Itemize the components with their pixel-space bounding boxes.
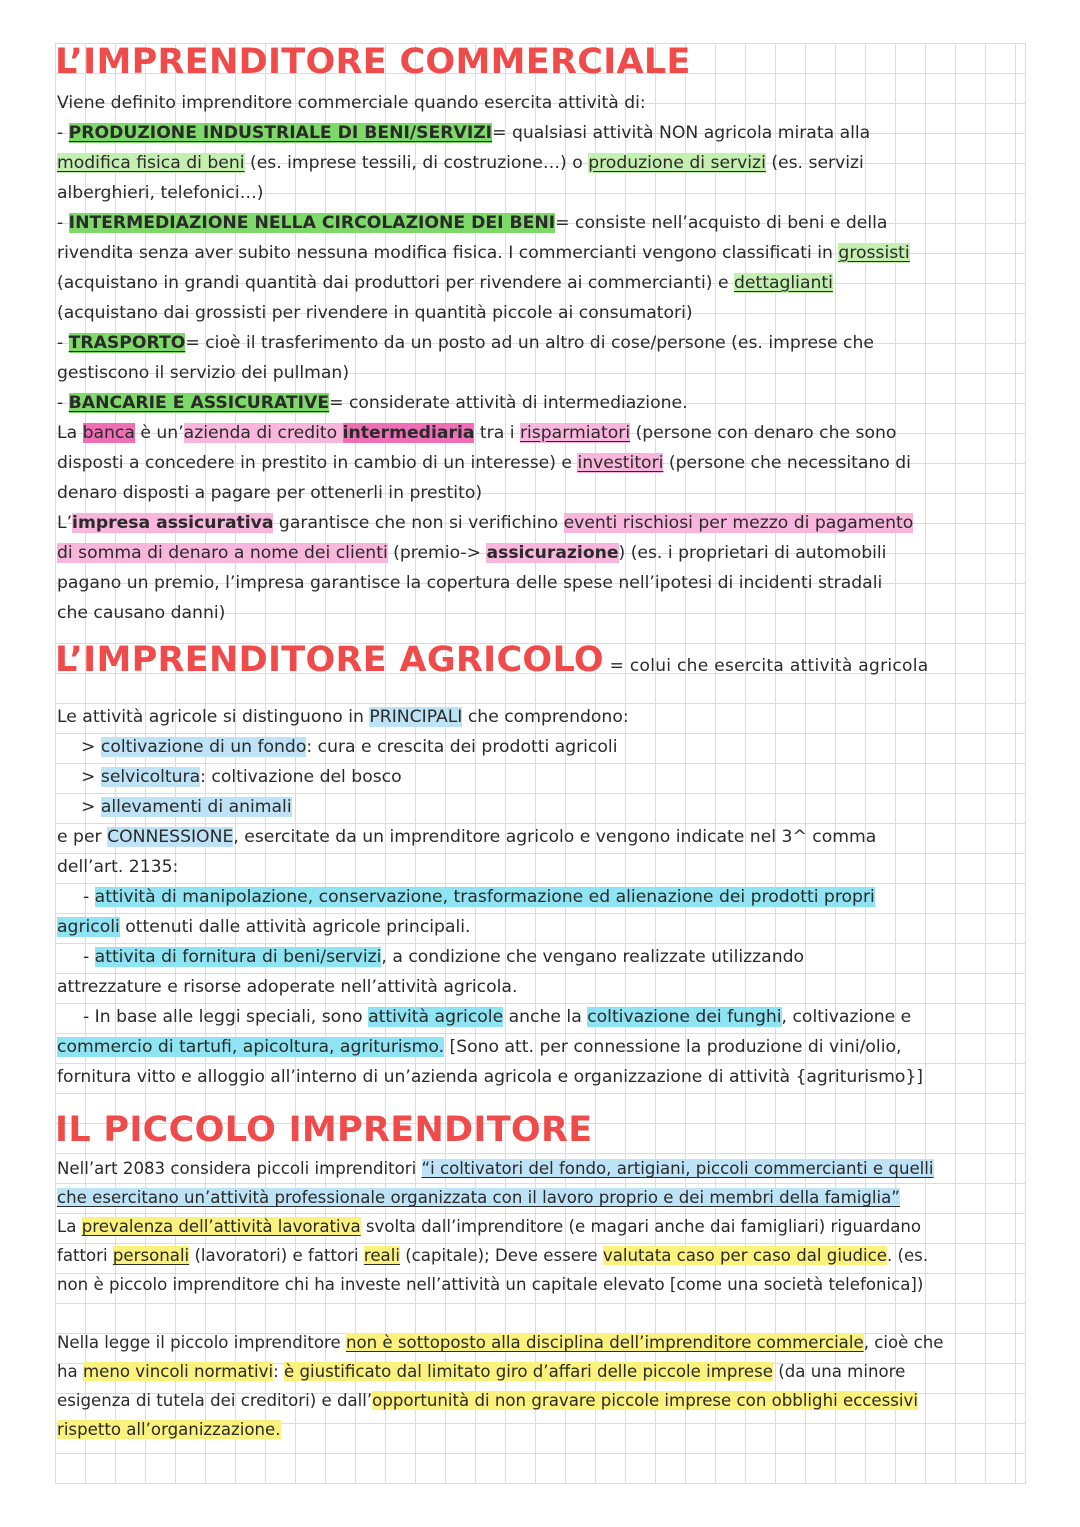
list-item	[57, 732, 1025, 762]
text: (persone che necessitano di	[663, 453, 911, 473]
title-imprenditore-commerciale: L’IMPRENDITORE COMMERCIALE	[55, 42, 691, 82]
text: (acquistano dai grossisti per rivendere in quantità piccole ai consumatori)	[57, 303, 693, 323]
text: tra i	[474, 423, 520, 443]
bullet: >	[81, 737, 101, 757]
section-commerciale-body	[57, 88, 1025, 628]
text: = consiste nell’acquisto di beni e della	[555, 213, 888, 233]
highlight: allevamenti di animali	[100, 797, 292, 817]
highlight: eventi rischiosi per mezzo di pagamento	[563, 513, 914, 533]
highlight: meno vincoli normativi	[82, 1362, 274, 1381]
text-line	[57, 508, 1025, 538]
text: svolta dall’imprenditore (e magari anche dai famigliari) riguardano	[360, 1217, 922, 1236]
highlight: reali	[363, 1246, 400, 1265]
highlight: azienda di credito	[183, 423, 343, 443]
text-line	[57, 358, 1025, 388]
bullet: >	[81, 767, 101, 787]
text: (lavoratori) e fattori	[189, 1246, 364, 1265]
text-line	[57, 88, 1025, 118]
highlight: attività agricole	[368, 1007, 504, 1027]
text: -	[83, 887, 95, 907]
text-line	[57, 1002, 1025, 1032]
text-line	[57, 702, 1025, 732]
highlight: è giustificato dal limitato giro d’affari delle piccole imprese	[283, 1362, 773, 1381]
text: -	[57, 393, 69, 413]
text: non è piccolo imprenditore chi ha investe nell’attività un capitale elevato [come una società telefonica])	[57, 1275, 924, 1294]
text: [Sono att. per connessione la produzione di vini/olio,	[444, 1037, 902, 1057]
highlight: attività di manipolazione, conservazione, trasformazione ed alienazione dei prodotti propri	[94, 887, 875, 907]
text: Nella legge il piccolo imprenditore	[57, 1333, 346, 1352]
list-item	[57, 792, 1025, 822]
highlight: che esercitano un’attività professionale organizzata con il lavoro proprio e dei membri della famiglia”	[57, 1188, 900, 1207]
subtitle: = colui che esercita attività agricola	[603, 656, 929, 676]
text-line	[57, 852, 1025, 882]
text-line	[57, 1062, 1025, 1092]
text: : coltivazione del bosco	[200, 767, 402, 787]
text: , cioè che	[863, 1333, 944, 1352]
text: garantisce che non si verifichino	[273, 513, 564, 533]
highlight: attivita di fornitura di beni/servizi	[94, 947, 382, 967]
text: : cura e crescita dei prodotti agricoli	[306, 737, 618, 757]
highlight: coltivazione dei funghi	[587, 1007, 782, 1027]
highlight: di somma di denaro a nome dei clienti	[57, 543, 388, 563]
highlight: prevalenza dell’attività lavorativa	[81, 1217, 361, 1236]
text: ha	[57, 1362, 83, 1381]
keyword-produzione: PRODUZIONE INDUSTRIALE DI BENI/SERVIZI	[68, 123, 493, 143]
text: = considerate attività di intermediazione.	[329, 393, 688, 413]
text: La	[57, 423, 83, 443]
highlight: risparmiatori	[519, 423, 631, 443]
text: che comprendono:	[462, 707, 629, 727]
highlight: impresa assicurativa	[72, 513, 274, 533]
text: (capitale); Deve essere	[399, 1246, 603, 1265]
text: rivendita senza aver subito nessuna modifica fisica. I commercianti vengono classificati in	[57, 243, 839, 263]
text-line	[57, 328, 1025, 358]
highlight: commercio di tartufi, apicoltura, agriturismo.	[57, 1037, 445, 1057]
text: -	[57, 123, 69, 143]
text: gestiscono il servizio dei pullman)	[57, 363, 350, 383]
text-line	[57, 1212, 1025, 1241]
text-line	[57, 298, 1025, 328]
text-line	[57, 148, 1025, 178]
text: che causano danni)	[57, 603, 226, 623]
text: fattori	[57, 1246, 113, 1265]
text-line	[57, 1183, 1025, 1212]
text-line	[57, 882, 1025, 912]
text: anche la	[503, 1007, 588, 1027]
title-text: L’IMPRENDITORE AGRICOLO	[55, 640, 604, 680]
text-line	[57, 418, 1025, 448]
text-line	[57, 1328, 1025, 1357]
text-line	[57, 1357, 1025, 1386]
section-agricolo-body	[57, 702, 1025, 1092]
text-line	[57, 268, 1025, 298]
text: , a condizione che vengano realizzate utilizzando	[381, 947, 805, 967]
text-line	[57, 1032, 1025, 1062]
keyword-bancarie: BANCARIE E ASSICURATIVE	[68, 393, 330, 413]
text: ) (es. i proprietari di automobili	[618, 543, 887, 563]
text-line	[57, 1270, 1025, 1299]
text-line	[57, 912, 1025, 942]
text: disposti a concedere in prestito in cambio di un interesse) e	[57, 453, 578, 473]
highlight: intermediaria	[342, 423, 475, 443]
highlight: rispetto all’organizzazione.	[57, 1420, 281, 1439]
text-line	[57, 1415, 1025, 1444]
text: -	[57, 213, 69, 233]
text-line	[57, 208, 1025, 238]
text-line	[57, 238, 1025, 268]
highlight: opportunità di non gravare piccole imprese con obblighi eccessivi	[372, 1391, 918, 1410]
keyword-trasporto: TRASPORTO	[68, 333, 186, 353]
text-line	[57, 178, 1025, 208]
text-line	[57, 538, 1025, 568]
text: (persone con denaro che sono	[630, 423, 897, 443]
text: :	[273, 1362, 284, 1381]
text: Viene definito imprenditore commerciale quando esercita attività di:	[57, 93, 646, 113]
highlight: produzione di servizi	[588, 153, 766, 173]
text: , coltivazione e	[781, 1007, 912, 1027]
text-line	[57, 478, 1025, 508]
text: La	[57, 1217, 82, 1236]
title-imprenditore-agricolo	[55, 640, 929, 680]
text: Le attività agricole si distinguono in	[57, 707, 370, 727]
text: -	[57, 333, 69, 353]
text: Nell’art 2083 considera piccoli imprenditori	[57, 1159, 422, 1178]
text: pagano un premio, l’impresa garantisce la copertura delle spese nell’ipotesi di incidenti stradali	[57, 573, 883, 593]
text-line	[57, 942, 1025, 972]
text-line	[57, 1241, 1025, 1270]
text-line	[57, 388, 1025, 418]
highlight: “i coltivatori del fondo, artigiani, piccoli commercianti e quelli	[421, 1159, 934, 1178]
keyword-intermediazione: INTERMEDIAZIONE NELLA CIRCOLAZIONE DEI BENI	[68, 213, 556, 233]
text-line	[57, 598, 1025, 628]
highlight: banca	[82, 423, 135, 443]
text-line	[57, 118, 1025, 148]
text: esigenza di tutela dei creditori) e dall’	[57, 1391, 373, 1410]
text: alberghieri, telefonici…)	[57, 183, 264, 203]
highlight: modifica fisica di beni	[57, 153, 245, 173]
highlight: non è sottoposto alla disciplina dell’imprenditore commerciale	[345, 1333, 864, 1352]
highlight: investitori	[577, 453, 664, 473]
blank-line	[57, 1299, 1025, 1328]
highlight: selvicoltura	[100, 767, 201, 787]
text: (da una minore	[772, 1362, 906, 1381]
text: (es. imprese tessili, di costruzione…) o	[244, 153, 589, 173]
highlight: assicurazione	[486, 543, 619, 563]
text: -	[83, 947, 95, 967]
text-line	[57, 1386, 1025, 1415]
text: , esercitate da un imprenditore agricolo e vengono indicate nel 3^ comma	[233, 827, 877, 847]
text: (premio->	[387, 543, 487, 563]
text: ottenuti dalle attività agricole principali.	[119, 917, 471, 937]
text: denaro disposti a pagare per ottenerli in prestito)	[57, 483, 483, 503]
highlight: personali	[112, 1246, 190, 1265]
text: e per	[57, 827, 108, 847]
text: fornitura vitto e alloggio all’interno di un’azienda agricola e organizzazione di attività {agriturismo}]	[57, 1067, 924, 1087]
text: dell’art. 2135:	[57, 857, 179, 877]
text: (acquistano in grandi quantità dai produttori per rivendere ai commercianti) e	[57, 273, 734, 293]
text: è un’	[134, 423, 184, 443]
section-piccolo-body	[57, 1154, 1025, 1444]
highlight: coltivazione di un fondo	[100, 737, 307, 757]
highlight: PRINCIPALI	[369, 707, 463, 727]
highlight: grossisti	[838, 243, 910, 263]
bullet: >	[81, 797, 101, 817]
text: attrezzature e risorse adoperate nell’attività agricola.	[57, 977, 518, 997]
highlight: valutata caso per caso dal giudice	[602, 1246, 887, 1265]
text-line	[57, 568, 1025, 598]
text: (es. servizi	[765, 153, 864, 173]
highlight: CONNESSIONE	[107, 827, 234, 847]
text-line	[57, 448, 1025, 478]
title-piccolo-imprenditore: IL PICCOLO IMPRENDITORE	[55, 1110, 593, 1150]
text-line	[57, 822, 1025, 852]
text-line	[57, 972, 1025, 1002]
text: . (es.	[886, 1246, 929, 1265]
text-line	[57, 1154, 1025, 1183]
list-item	[57, 762, 1025, 792]
text: L’	[57, 513, 73, 533]
highlight: agricoli	[57, 917, 120, 937]
highlight: dettaglianti	[733, 273, 833, 293]
text: - In base alle leggi speciali, sono	[83, 1007, 369, 1027]
text: = cioè il trasferimento da un posto ad un altro di cose/persone (es. imprese che	[185, 333, 874, 353]
text: = qualsiasi attività NON agricola mirata alla	[492, 123, 871, 143]
